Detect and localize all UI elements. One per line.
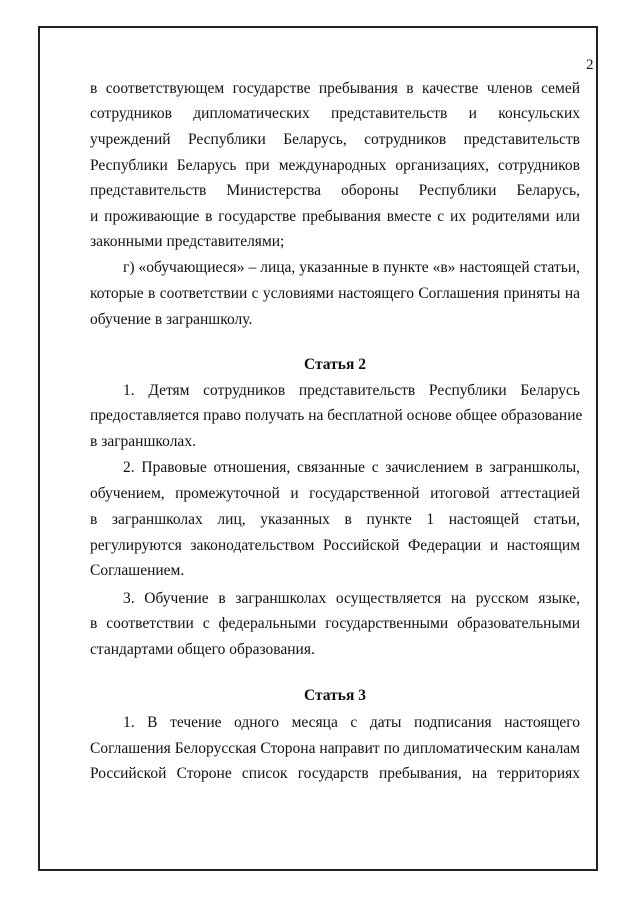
text-line: 1. Детям сотрудников представительств Республики Беларусь (123, 382, 580, 399)
text-line: Российской Стороне список государств пребывания, на территориях (90, 765, 580, 782)
text-line: регулируются законодательством Российской Федерации и настоящим (90, 537, 580, 554)
text-line: обучение в заграншколу. (90, 311, 253, 328)
text-line: обучением, промежуточной и государственной итоговой аттестацией (90, 485, 580, 502)
text-line: 2. Правовые отношения, связанные с зачислением в заграншколы, (123, 459, 580, 476)
article-3-heading: Статья 3 (304, 687, 366, 704)
text-line: стандартами общего образования. (90, 641, 315, 658)
text-line: в заграншколах лиц, указанных в пункте 1 настоящей статьи, (90, 511, 580, 528)
text-line: 3. Обучение в заграншколах осуществляется на русском языке, (123, 590, 580, 607)
text-line: г) «обучающиеся» – лица, указанные в пункте «в» настоящей статьи, (123, 259, 580, 276)
text-line: Соглашением. (90, 562, 185, 579)
text-line: сотрудников дипломатических представительств и консульских (90, 105, 580, 122)
text-line: представительств Министерства обороны Республики Беларусь, (90, 182, 580, 199)
text-line: предоставляется право получать на бесплатной основе общее образование (90, 407, 583, 424)
text-line: и проживающие в государстве пребывания вместе с их родителями или (90, 208, 580, 225)
page-number: 2 (586, 57, 594, 73)
text-line: в соответствии с федеральными государственными образовательными (90, 615, 580, 632)
text-line: которые в соответствии с условиями настоящего Соглашения приняты на (90, 285, 580, 302)
text-line: в соответствующем государстве пребывания в качестве членов семей (90, 80, 580, 97)
text-line: в заграншколах. (90, 433, 196, 450)
text-line: Соглашения Белорусская Сторона направит по дипломатическим каналам (90, 740, 580, 757)
text-line: 1. В течение одного месяца с даты подписания настоящего (123, 714, 580, 731)
text-line: Республики Беларусь при международных организациях, сотрудников (90, 157, 580, 174)
text-line: законными представителями; (90, 233, 285, 250)
text-line: учреждений Республики Беларусь, сотрудников представительств (90, 131, 580, 148)
article-2-heading: Статья 2 (304, 356, 366, 373)
